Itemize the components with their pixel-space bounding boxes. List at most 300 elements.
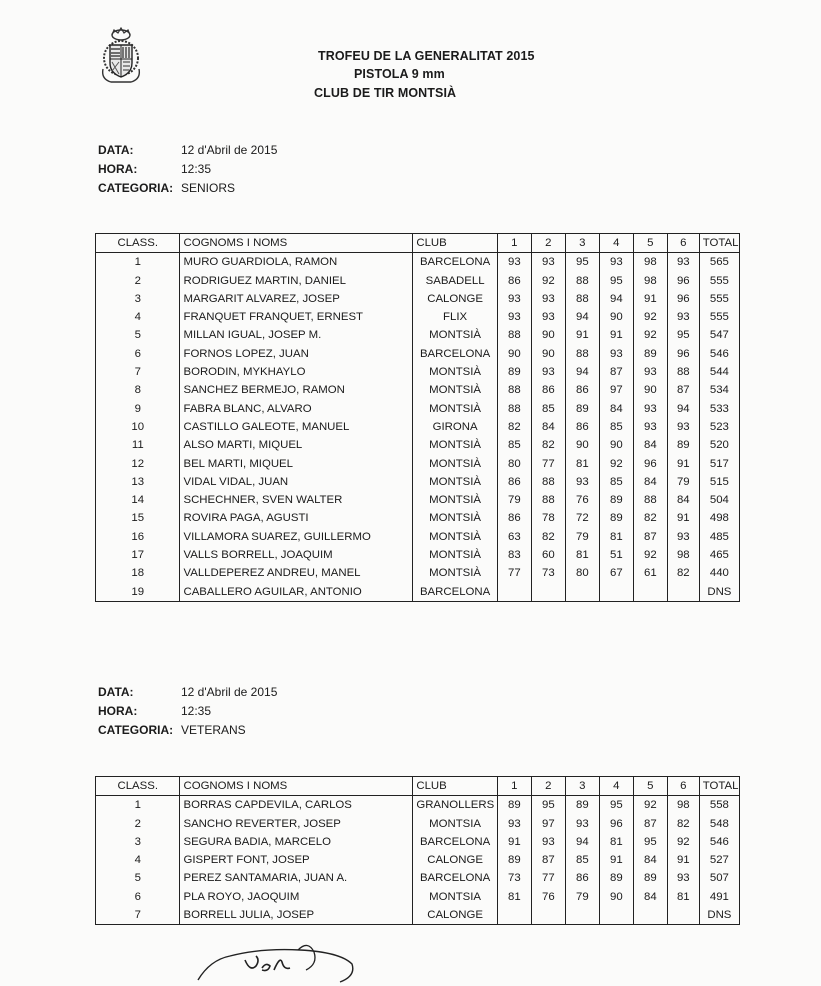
cell-score-3: 90 bbox=[565, 436, 599, 454]
cell-name: VIDAL VIDAL, JUAN bbox=[180, 473, 413, 491]
cell-score-1: 86 bbox=[497, 509, 531, 527]
cell-score-2: 93 bbox=[531, 833, 565, 851]
cell-name: FABRA BLANC, ALVARO bbox=[180, 400, 413, 418]
cell-score-2: 76 bbox=[531, 888, 565, 906]
table-row bbox=[96, 564, 740, 582]
cell-name: FORNOS LOPEZ, JUAN bbox=[180, 345, 413, 363]
cell-score-4: 93 bbox=[599, 345, 633, 363]
cell-score-4: 87 bbox=[599, 363, 633, 381]
cell-total: 534 bbox=[699, 381, 739, 399]
cell-total: 491 bbox=[699, 888, 739, 906]
cell-score-3: 88 bbox=[565, 345, 599, 363]
table-row bbox=[96, 528, 740, 546]
cell-score-4: 94 bbox=[599, 290, 633, 308]
cell-club: CALONGE bbox=[413, 290, 497, 308]
column-header: TOTAL bbox=[699, 777, 739, 796]
cell-score-4: 85 bbox=[599, 473, 633, 491]
cell-club: MONTSIÀ bbox=[413, 509, 497, 527]
cell-score-5: 89 bbox=[633, 345, 667, 363]
cell-score-4: 96 bbox=[599, 815, 633, 833]
cell-score-1: 77 bbox=[497, 564, 531, 582]
cell-score-1: 73 bbox=[497, 869, 531, 887]
cell-score-2: 78 bbox=[531, 509, 565, 527]
cell-score-6: 92 bbox=[667, 833, 699, 851]
cell-score-4: 89 bbox=[599, 509, 633, 527]
cell-score-3: 79 bbox=[565, 528, 599, 546]
date-label: DATA: bbox=[98, 685, 134, 699]
cell-score-5: 87 bbox=[633, 815, 667, 833]
table-row bbox=[96, 272, 740, 290]
cell-score-2: 88 bbox=[531, 473, 565, 491]
cell-score-2: 84 bbox=[531, 418, 565, 436]
cell-club: MONTSIÀ bbox=[413, 436, 497, 454]
cell-score-6: 96 bbox=[667, 272, 699, 290]
cell-club: BARCELONA bbox=[413, 833, 497, 851]
cell-score-5: 92 bbox=[633, 796, 667, 815]
table-row bbox=[96, 509, 740, 527]
cell-class: 3 bbox=[96, 833, 180, 851]
cell-club: MONTSIÀ bbox=[413, 546, 497, 564]
cell-class: 7 bbox=[96, 906, 180, 925]
cell-name: PEREZ SANTAMARIA, JUAN A. bbox=[180, 869, 413, 887]
cell-club: MONTSIA bbox=[413, 888, 497, 906]
time-label: HORA: bbox=[98, 704, 138, 718]
cell-score-4: 89 bbox=[599, 491, 633, 509]
table-row bbox=[96, 326, 740, 344]
cell-score-5: 98 bbox=[633, 272, 667, 290]
cell-name: MILLAN IGUAL, JOSEP M. bbox=[180, 326, 413, 344]
cell-score-1: 86 bbox=[497, 473, 531, 491]
cell-score-5 bbox=[633, 906, 667, 925]
cell-class: 17 bbox=[96, 546, 180, 564]
cell-class: 15 bbox=[96, 509, 180, 527]
column-header: CLUB bbox=[413, 777, 497, 796]
cell-score-2: 88 bbox=[531, 491, 565, 509]
cell-score-4: 81 bbox=[599, 528, 633, 546]
cell-score-1: 89 bbox=[497, 363, 531, 381]
cell-class: 18 bbox=[96, 564, 180, 582]
date-label: DATA: bbox=[98, 143, 134, 157]
cell-score-2 bbox=[531, 583, 565, 602]
cell-score-6: 93 bbox=[667, 253, 699, 272]
cell-score-5: 88 bbox=[633, 491, 667, 509]
cell-score-5: 91 bbox=[633, 290, 667, 308]
table-row bbox=[96, 363, 740, 381]
cell-score-2: 87 bbox=[531, 851, 565, 869]
cell-score-1: 93 bbox=[497, 815, 531, 833]
cell-name: SANCHEZ BERMEJO, RAMON bbox=[180, 381, 413, 399]
table-row bbox=[96, 345, 740, 363]
cell-name: ALSO MARTI, MIQUEL bbox=[180, 436, 413, 454]
cell-score-6: 93 bbox=[667, 418, 699, 436]
cell-score-3: 88 bbox=[565, 272, 599, 290]
cell-score-5: 98 bbox=[633, 253, 667, 272]
cell-class: 5 bbox=[96, 869, 180, 887]
table-row bbox=[96, 546, 740, 564]
column-header: 1 bbox=[497, 777, 531, 796]
cell-score-3: 89 bbox=[565, 400, 599, 418]
cell-score-5: 93 bbox=[633, 363, 667, 381]
cell-score-3 bbox=[565, 583, 599, 602]
cell-class: 6 bbox=[96, 888, 180, 906]
cell-name: MURO GUARDIOLA, RAMON bbox=[180, 253, 413, 272]
cell-score-3: 86 bbox=[565, 381, 599, 399]
column-header: 6 bbox=[667, 777, 699, 796]
table-row bbox=[96, 796, 740, 815]
cell-name: CABALLERO AGUILAR, ANTONIO bbox=[180, 583, 413, 602]
cell-club: BARCELONA bbox=[413, 869, 497, 887]
cell-score-1: 90 bbox=[497, 345, 531, 363]
cell-score-5: 93 bbox=[633, 400, 667, 418]
cell-class: 8 bbox=[96, 381, 180, 399]
column-header: 3 bbox=[565, 234, 599, 253]
cell-club: SABADELL bbox=[413, 272, 497, 290]
cell-score-5: 92 bbox=[633, 326, 667, 344]
cell-score-4: 90 bbox=[599, 436, 633, 454]
cell-score-1: 93 bbox=[497, 308, 531, 326]
cell-score-1: 80 bbox=[497, 455, 531, 473]
cell-club: MONTSIÀ bbox=[413, 473, 497, 491]
cell-score-6 bbox=[667, 906, 699, 925]
table-header-row bbox=[96, 777, 740, 796]
cell-score-3: 91 bbox=[565, 326, 599, 344]
handwritten-signature bbox=[190, 920, 370, 986]
cell-score-2: 85 bbox=[531, 400, 565, 418]
cell-score-6: 95 bbox=[667, 326, 699, 344]
table-row bbox=[96, 436, 740, 454]
time-value: 12:35 bbox=[181, 162, 212, 176]
cell-score-6: 91 bbox=[667, 851, 699, 869]
cell-club: MONTSIÀ bbox=[413, 455, 497, 473]
cell-total: 498 bbox=[699, 509, 739, 527]
cell-score-4: 51 bbox=[599, 546, 633, 564]
cell-total: 544 bbox=[699, 363, 739, 381]
cell-score-4: 90 bbox=[599, 888, 633, 906]
cell-club: MONTSIÀ bbox=[413, 363, 497, 381]
cell-name: BORODIN, MYKHAYLO bbox=[180, 363, 413, 381]
cell-club: BARCELONA bbox=[413, 345, 497, 363]
cell-score-2: 77 bbox=[531, 869, 565, 887]
cell-club: MONTSIÀ bbox=[413, 528, 497, 546]
results-table-seniors bbox=[95, 233, 740, 602]
cell-score-4: 89 bbox=[599, 869, 633, 887]
cell-total: 465 bbox=[699, 546, 739, 564]
cell-score-5: 92 bbox=[633, 308, 667, 326]
cell-score-3: 93 bbox=[565, 815, 599, 833]
cell-score-6: 79 bbox=[667, 473, 699, 491]
cell-score-1: 83 bbox=[497, 546, 531, 564]
cell-class: 11 bbox=[96, 436, 180, 454]
cell-class: 2 bbox=[96, 272, 180, 290]
cell-name: SANCHO REVERTER, JOSEP bbox=[180, 815, 413, 833]
cell-score-4: 81 bbox=[599, 833, 633, 851]
cell-score-1 bbox=[497, 583, 531, 602]
table-row bbox=[96, 473, 740, 491]
cell-class: 10 bbox=[96, 418, 180, 436]
cell-class: 13 bbox=[96, 473, 180, 491]
club-name: CLUB DE TIR MONTSIÀ bbox=[314, 86, 457, 100]
cell-score-2: 93 bbox=[531, 308, 565, 326]
cell-score-2: 90 bbox=[531, 345, 565, 363]
cell-score-1: 81 bbox=[497, 888, 531, 906]
table-row bbox=[96, 491, 740, 509]
cell-score-5 bbox=[633, 583, 667, 602]
document-title: TROFEU DE LA GENERALITAT 2015 bbox=[318, 49, 535, 63]
table-row bbox=[96, 308, 740, 326]
cell-total: DNS bbox=[699, 906, 739, 925]
cell-class: 16 bbox=[96, 528, 180, 546]
cell-score-2: 97 bbox=[531, 815, 565, 833]
cell-score-1: 85 bbox=[497, 436, 531, 454]
cell-score-5: 84 bbox=[633, 473, 667, 491]
cell-score-1: 89 bbox=[497, 796, 531, 815]
cell-score-6: 94 bbox=[667, 400, 699, 418]
cell-class: 4 bbox=[96, 851, 180, 869]
cell-score-4 bbox=[599, 906, 633, 925]
cell-score-4: 91 bbox=[599, 326, 633, 344]
cell-score-4: 97 bbox=[599, 381, 633, 399]
cell-score-1: 88 bbox=[497, 326, 531, 344]
table-row bbox=[96, 833, 740, 851]
cell-name: CASTILLO GALEOTE, MANUEL bbox=[180, 418, 413, 436]
column-header: CLASS. bbox=[96, 234, 180, 253]
cell-score-6: 98 bbox=[667, 546, 699, 564]
cell-score-6: 96 bbox=[667, 345, 699, 363]
column-header: CLASS. bbox=[96, 777, 180, 796]
cell-name: SEGURA BADIA, MARCELO bbox=[180, 833, 413, 851]
cell-total: 520 bbox=[699, 436, 739, 454]
cell-total: 546 bbox=[699, 345, 739, 363]
cell-total: 523 bbox=[699, 418, 739, 436]
cell-score-3: 81 bbox=[565, 546, 599, 564]
cell-class: 12 bbox=[96, 455, 180, 473]
cell-score-2: 93 bbox=[531, 253, 565, 272]
cell-total: 555 bbox=[699, 272, 739, 290]
cell-score-4: 95 bbox=[599, 796, 633, 815]
table-row bbox=[96, 583, 740, 602]
cell-name: GISPERT FONT, JOSEP bbox=[180, 851, 413, 869]
cell-score-3: 94 bbox=[565, 833, 599, 851]
cell-score-6: 82 bbox=[667, 815, 699, 833]
cell-score-6: 93 bbox=[667, 528, 699, 546]
cell-score-4: 92 bbox=[599, 455, 633, 473]
cell-score-4: 85 bbox=[599, 418, 633, 436]
cell-score-4: 90 bbox=[599, 308, 633, 326]
cell-class: 1 bbox=[96, 796, 180, 815]
coat-of-arms-logo bbox=[97, 27, 145, 85]
column-header: CLUB bbox=[413, 234, 497, 253]
cell-score-3: 93 bbox=[565, 473, 599, 491]
cell-score-3: 72 bbox=[565, 509, 599, 527]
cell-score-2: 95 bbox=[531, 796, 565, 815]
cell-total: 555 bbox=[699, 308, 739, 326]
results-table-veterans bbox=[95, 776, 740, 925]
table-row bbox=[96, 815, 740, 833]
cell-score-2: 93 bbox=[531, 363, 565, 381]
cell-class: 9 bbox=[96, 400, 180, 418]
cell-score-3: 76 bbox=[565, 491, 599, 509]
cell-score-6: 88 bbox=[667, 363, 699, 381]
time-label: HORA: bbox=[98, 162, 138, 176]
column-header: 5 bbox=[633, 777, 667, 796]
cell-club: BARCELONA bbox=[413, 583, 497, 602]
cell-class: 19 bbox=[96, 583, 180, 602]
date-value: 12 d'Abril de 2015 bbox=[181, 143, 278, 157]
cell-score-2: 92 bbox=[531, 272, 565, 290]
cell-score-1: 93 bbox=[497, 290, 531, 308]
cell-club: MONTSIÀ bbox=[413, 564, 497, 582]
cell-score-6: 89 bbox=[667, 436, 699, 454]
cell-club: MONTSIÀ bbox=[413, 400, 497, 418]
cell-total: 527 bbox=[699, 851, 739, 869]
cell-name: SCHECHNER, SVEN WALTER bbox=[180, 491, 413, 509]
column-header: 4 bbox=[599, 777, 633, 796]
cell-club: CALONGE bbox=[413, 851, 497, 869]
cell-club: GIRONA bbox=[413, 418, 497, 436]
cell-score-4: 91 bbox=[599, 851, 633, 869]
cell-total: 548 bbox=[699, 815, 739, 833]
category-label: CATEGORIA: bbox=[98, 181, 174, 195]
cell-score-1: 82 bbox=[497, 418, 531, 436]
cell-class: 14 bbox=[96, 491, 180, 509]
cell-score-2: 60 bbox=[531, 546, 565, 564]
cell-score-3: 85 bbox=[565, 851, 599, 869]
cell-score-5: 82 bbox=[633, 509, 667, 527]
cell-class: 4 bbox=[96, 308, 180, 326]
cell-total: 547 bbox=[699, 326, 739, 344]
cell-club: MONTSIÀ bbox=[413, 326, 497, 344]
cell-score-5: 84 bbox=[633, 888, 667, 906]
column-header: 6 bbox=[667, 234, 699, 253]
column-header: 3 bbox=[565, 777, 599, 796]
cell-score-1 bbox=[497, 906, 531, 925]
cell-club: FLIX bbox=[413, 308, 497, 326]
cell-class: 3 bbox=[96, 290, 180, 308]
cell-score-4: 93 bbox=[599, 253, 633, 272]
cell-score-6: 91 bbox=[667, 509, 699, 527]
cell-class: 1 bbox=[96, 253, 180, 272]
cell-name: FRANQUET FRANQUET, ERNEST bbox=[180, 308, 413, 326]
cell-name: PLA ROYO, JAOQUIM bbox=[180, 888, 413, 906]
cell-class: 7 bbox=[96, 363, 180, 381]
cell-score-5: 87 bbox=[633, 528, 667, 546]
time-value: 12:35 bbox=[181, 704, 212, 718]
cell-score-6: 96 bbox=[667, 290, 699, 308]
cell-score-5: 95 bbox=[633, 833, 667, 851]
cell-total: 565 bbox=[699, 253, 739, 272]
cell-score-2: 82 bbox=[531, 528, 565, 546]
cell-total: 546 bbox=[699, 833, 739, 851]
column-header: COGNOMS I NOMS bbox=[180, 777, 413, 796]
cell-score-6: 87 bbox=[667, 381, 699, 399]
cell-score-1: 89 bbox=[497, 851, 531, 869]
cell-score-2: 90 bbox=[531, 326, 565, 344]
cell-score-3: 95 bbox=[565, 253, 599, 272]
cell-score-6: 82 bbox=[667, 564, 699, 582]
cell-total: 507 bbox=[699, 869, 739, 887]
cell-class: 5 bbox=[96, 326, 180, 344]
cell-score-1: 86 bbox=[497, 272, 531, 290]
table-row bbox=[96, 888, 740, 906]
cell-score-5: 84 bbox=[633, 436, 667, 454]
cell-score-1: 91 bbox=[497, 833, 531, 851]
cell-score-1: 93 bbox=[497, 253, 531, 272]
cell-score-1: 63 bbox=[497, 528, 531, 546]
table-row bbox=[96, 290, 740, 308]
cell-name: VALLS BORRELL, JOAQUIM bbox=[180, 546, 413, 564]
cell-name: MARGARIT ALVAREZ, JOSEP bbox=[180, 290, 413, 308]
cell-score-3 bbox=[565, 906, 599, 925]
cell-score-6: 98 bbox=[667, 796, 699, 815]
cell-score-6: 81 bbox=[667, 888, 699, 906]
cell-score-6: 84 bbox=[667, 491, 699, 509]
cell-score-3: 81 bbox=[565, 455, 599, 473]
table-header-row bbox=[96, 234, 740, 253]
table-row bbox=[96, 381, 740, 399]
table-row bbox=[96, 455, 740, 473]
column-header: 1 bbox=[497, 234, 531, 253]
cell-score-3: 94 bbox=[565, 308, 599, 326]
cell-score-1: 88 bbox=[497, 381, 531, 399]
cell-score-5: 90 bbox=[633, 381, 667, 399]
cell-club: CALONGE bbox=[413, 906, 497, 925]
category-label: CATEGORIA: bbox=[98, 723, 174, 737]
cell-club: MONTSIA bbox=[413, 815, 497, 833]
cell-total: 504 bbox=[699, 491, 739, 509]
cell-total: 558 bbox=[699, 796, 739, 815]
cell-score-3: 79 bbox=[565, 888, 599, 906]
cell-club: GRANOLLERS bbox=[413, 796, 497, 815]
cell-class: 6 bbox=[96, 345, 180, 363]
column-header: 2 bbox=[531, 777, 565, 796]
cell-score-1: 88 bbox=[497, 400, 531, 418]
cell-score-2: 82 bbox=[531, 436, 565, 454]
cell-score-2 bbox=[531, 906, 565, 925]
cell-score-5: 61 bbox=[633, 564, 667, 582]
cell-name: BORRAS CAPDEVILA, CARLOS bbox=[180, 796, 413, 815]
category-value: VETERANS bbox=[181, 723, 246, 737]
cell-score-5: 93 bbox=[633, 418, 667, 436]
column-header: 4 bbox=[599, 234, 633, 253]
cell-total: 533 bbox=[699, 400, 739, 418]
document-subtitle: PISTOLA 9 mm bbox=[354, 67, 445, 81]
cell-club: MONTSIÀ bbox=[413, 491, 497, 509]
date-value: 12 d'Abril de 2015 bbox=[181, 685, 278, 699]
column-header: TOTAL bbox=[699, 234, 739, 253]
cell-score-2: 86 bbox=[531, 381, 565, 399]
cell-score-3: 88 bbox=[565, 290, 599, 308]
column-header: 5 bbox=[633, 234, 667, 253]
cell-score-6: 93 bbox=[667, 308, 699, 326]
cell-total: 517 bbox=[699, 455, 739, 473]
cell-total: 515 bbox=[699, 473, 739, 491]
cell-score-5: 96 bbox=[633, 455, 667, 473]
column-header: 2 bbox=[531, 234, 565, 253]
cell-score-2: 73 bbox=[531, 564, 565, 582]
table-row bbox=[96, 418, 740, 436]
cell-name: BEL MARTI, MIQUEL bbox=[180, 455, 413, 473]
cell-total: 555 bbox=[699, 290, 739, 308]
cell-score-4: 84 bbox=[599, 400, 633, 418]
cell-score-6 bbox=[667, 583, 699, 602]
cell-class: 2 bbox=[96, 815, 180, 833]
cell-score-4: 67 bbox=[599, 564, 633, 582]
cell-name: RODRIGUEZ MARTIN, DANIEL bbox=[180, 272, 413, 290]
cell-score-6: 91 bbox=[667, 455, 699, 473]
cell-score-4: 95 bbox=[599, 272, 633, 290]
cell-score-2: 93 bbox=[531, 290, 565, 308]
cell-total: 440 bbox=[699, 564, 739, 582]
